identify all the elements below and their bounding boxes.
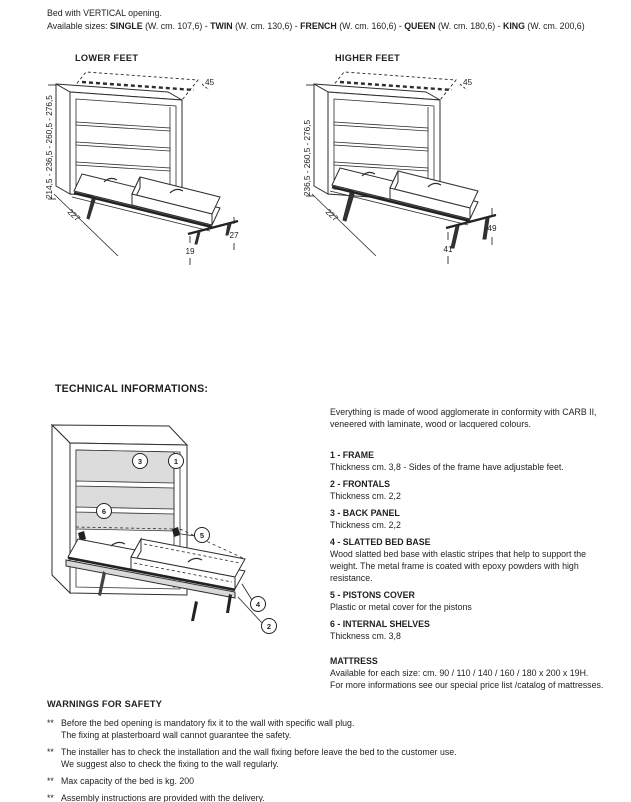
lower-depth-dimension: 45 (205, 78, 215, 87)
tech-item-frontals-body: Thickness cm. 2,2 (330, 491, 401, 501)
opening-type-line: Bed with VERTICAL opening. (47, 8, 162, 18)
size-spec-queen: (W. cm. 180,6) - (435, 21, 503, 31)
warning-line: Before the bed opening is mandatory fix it to the wall with specific wall plug. (61, 718, 355, 728)
warning-text (61, 717, 354, 741)
technical-diagram (45, 415, 315, 665)
callout-label-2: 2 (266, 621, 272, 631)
tech-item-slatted-base-body: Wood slatted bed base with elastic stripes that help to support the weight. The metal frame is coated with epoxy powders with high resistance. (330, 549, 587, 583)
callout-label-6: 6 (101, 506, 107, 516)
tech-item-pistons-cover-title: 5 - PISTONS COVER (330, 590, 415, 600)
higher-base-height-dimension: 49 (487, 224, 497, 233)
callout-label-4: 4 (255, 599, 261, 609)
higher-feet-title: HIGHER FEET (335, 53, 401, 63)
tech-item-internal-shelves (330, 618, 614, 642)
warning-text (61, 775, 194, 787)
technical-text-column (330, 406, 614, 691)
warning-line: The fixing at plasterboard wall cannot guarantee the safety. (61, 730, 292, 740)
tech-item-slatted-base (330, 536, 614, 584)
higher-clearance-dimension: 41 (443, 245, 453, 254)
lower-feet-title: LOWER FEET (75, 53, 139, 63)
size-name-single: SINGLE (109, 21, 143, 31)
warning-item-wall-plug (47, 717, 612, 741)
warning-marker: ** (47, 776, 54, 786)
higher-feet-diagram (300, 68, 555, 273)
tech-item-back-panel-body: Thickness cm. 2,2 (330, 520, 401, 530)
warnings-section (47, 698, 612, 802)
tech-item-slatted-base-title: 4 - SLATTED BED BASE (330, 537, 431, 547)
size-name-twin: TWIN (210, 21, 233, 31)
callout-label-3: 3 (137, 456, 143, 466)
mattress-line-1: Available for each size: cm. 90 / 110 / 140 / 160 / 180 x 200 x 19H. (330, 668, 589, 678)
tech-item-back-panel (330, 507, 614, 531)
tech-item-internal-shelves-body: Thickness cm. 3,8 (330, 631, 401, 641)
tech-item-pistons-cover (330, 589, 614, 613)
size-spec-french: (W. cm. 160,6) - (336, 21, 405, 31)
tech-item-frontals (330, 478, 614, 502)
tech-item-pistons-cover-body: Plastic or metal cover for the pistons (330, 602, 472, 612)
warning-text (61, 746, 457, 770)
size-spec-twin: (W. cm. 130,6) - (232, 21, 301, 31)
warning-marker: ** (47, 747, 54, 757)
available-sizes-line (47, 20, 585, 33)
warning-marker: ** (47, 793, 54, 802)
higher-depth-dimension: 45 (463, 78, 473, 87)
warning-line: Max capacity of the bed is kg. 200 (61, 776, 195, 786)
tech-item-internal-shelves-title: 6 - INTERNAL SHELVES (330, 619, 430, 629)
lower-open-depth-dimension: 227 (65, 207, 82, 224)
lower-feet-diagram (42, 68, 297, 273)
lower-open-bed (72, 174, 238, 244)
technical-intro: Everything is made of wood agglomerate in conformity with CARB II, veneered with laminate, wood or lacquered colours. (330, 407, 597, 429)
warning-line: The installer has to check the installation and the wall fixing before leave the bed to the customer use. (61, 747, 457, 757)
technical-informations-title: TECHNICAL INFORMATIONS: (55, 383, 209, 395)
page-header (47, 7, 585, 33)
lower-height-dimension: 214,5 - 236,5 - 260,5 - 276,5 (45, 95, 54, 199)
size-name-french: FRENCH (300, 21, 337, 31)
size-name-king: KING (502, 21, 525, 31)
tech-item-frame-title: 1 - FRAME (330, 450, 374, 460)
warning-line: Assembly instructions are provided with the delivery. (61, 793, 265, 802)
mattress-title: MATTRESS (330, 656, 378, 666)
warnings-title: WARNINGS FOR SAFETY (47, 699, 163, 709)
warning-item-installer (47, 746, 612, 770)
higher-open-depth-dimension: 227 (323, 207, 340, 224)
tech-item-frame (330, 449, 614, 473)
lower-base-height-dimension: 27 (229, 231, 239, 240)
mattress-line-2: For more informations see our special price list /catalog of mattresses. (330, 680, 604, 690)
warning-item-assembly (47, 792, 612, 802)
callout-label-1: 1 (173, 456, 179, 466)
warning-item-max-capacity (47, 775, 612, 787)
warning-text (61, 792, 265, 802)
size-spec-king: (W. cm. 200,6) (524, 21, 585, 31)
size-spec-single: (W. cm. 107,6) - (142, 21, 211, 31)
tech-item-frontals-title: 2 - FRONTALS (330, 479, 390, 489)
sizes-prefix: Available sizes: (47, 21, 110, 31)
warning-marker: ** (47, 718, 54, 728)
warning-line: We suggest also to check the fixing to the wall regularly. (61, 759, 279, 769)
tech-item-frame-body: Thickness cm. 3,8 - Sides of the frame have adjustable feet. (330, 462, 564, 472)
higher-height-dimension: 236,5 - 260,5 - 276,5 (303, 119, 312, 196)
tech-item-back-panel-title: 3 - BACK PANEL (330, 508, 400, 518)
callout-label-5: 5 (199, 530, 205, 540)
mattress-block (330, 655, 614, 691)
lower-clearance-dimension: 19 (185, 247, 195, 256)
size-name-queen: QUEEN (404, 21, 436, 31)
